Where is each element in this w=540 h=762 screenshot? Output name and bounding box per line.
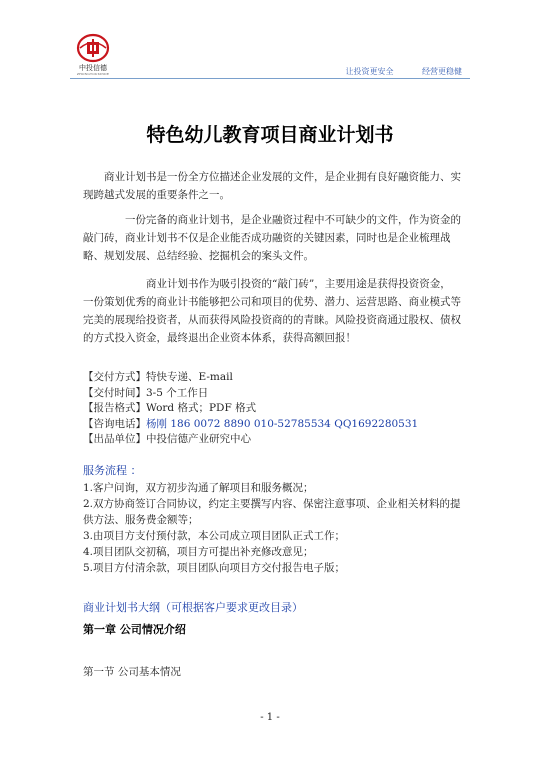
contact-phone-link[interactable]: 杨刚 186 0072 8890 010-52785534 QQ1692280531 — [146, 417, 419, 430]
logo-subtext: ZHONGTOUXINDE — [76, 72, 110, 76]
intro-paragraph-2: 一份完备的商业计划书，是企业融资过程中不可缺少的文件，作为资金的敲门砖，商业计划书不仅是企业能否成功融资的关键因素，同时也是企业梳理战略、规划发展、总结经验、挖掘机会的案头文件。 — [83, 214, 461, 262]
intro-paragraph-3: 商业计划书作为吸引投资的“敲门砖”，主要用途是获得投资资金，一份策划优秀的商业计书能够把公司和项目的优势、潜力、运营思路、商业模式等完美的展现给投资者，从而获得风险投资商的的青睐。风险投资商通过股权、债权的方式投入资金，最终退出企业资本体系，获得高额回报！ — [83, 278, 461, 344]
info-publisher: 【出品单位】中投信德产业研究中心 — [83, 433, 251, 445]
service-step: 1.客户问询，双方初步沟通了解项目和服务概况； — [83, 482, 314, 494]
info-report-format: 【报告格式】Word 格式；PDF 格式 — [83, 402, 257, 414]
section-heading: 第一节 公司基本情况 — [83, 666, 181, 678]
order-info — [83, 370, 418, 448]
slogan-steady: 经营更稳健 — [422, 67, 462, 76]
header-slogans — [319, 66, 462, 77]
document-title: 特色幼儿教育项目商业计划书 — [146, 124, 394, 146]
service-step: 3.由项目方支付预付款，本公司成立项目团队正式工作； — [83, 530, 346, 542]
info-delivery-method: 【交付方式】特快专递、E-mail — [83, 371, 233, 383]
service-step: 2.双方协商签订合同协议，约定主要撰写内容、保密注意事项、企业相关材料的提供方法、服务费金额等； — [83, 498, 461, 526]
header-divider — [70, 78, 470, 79]
intro-paragraph-1: 商业计划书是一份全方位描述企业发展的文件，是企业拥有良好融资能力、实现跨越式发展的重要条件之一。 — [83, 171, 461, 201]
info-contact: 【咨询电话】杨刚 186 0072 8890 010-52785534 QQ1692280531 — [83, 417, 419, 430]
info-delivery-time: 【交付时间】3-5 个工作日 — [83, 386, 209, 399]
slogan-safe: 让投资更安全 — [345, 67, 394, 76]
service-step: 4.项目团队交初稿，项目方可提出补充修改意见； — [83, 546, 314, 558]
page-number: - 1 - — [260, 712, 280, 723]
logo-emblem-icon — [76, 33, 110, 63]
service-steps — [83, 480, 463, 576]
chapter-heading: 第一章 公司情况介绍 — [83, 623, 186, 636]
service-process-heading: 服务流程 ： — [83, 464, 142, 477]
company-logo — [70, 33, 116, 76]
logo-text: 中投信德 — [79, 64, 107, 72]
outline-heading: 商业计划书大纲（可根据客户要求更改目录） — [83, 601, 303, 614]
service-step: 5.项目方付清余款，项目团队向项目方交付报告电子版； — [83, 562, 346, 574]
